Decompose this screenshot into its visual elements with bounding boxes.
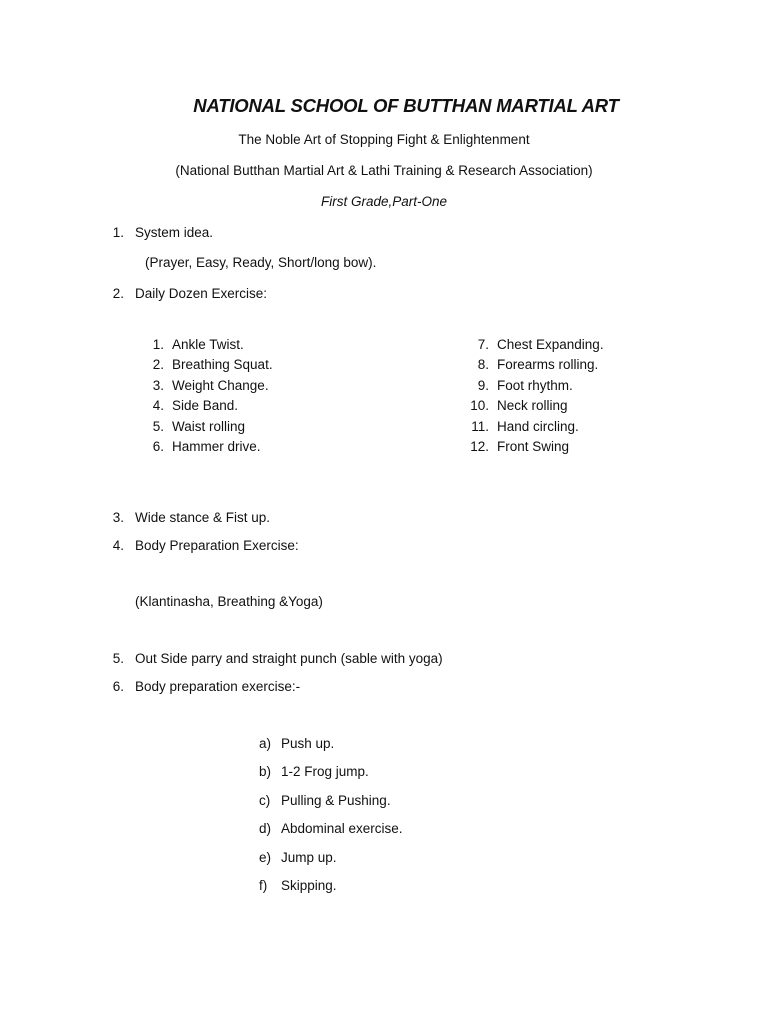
exercise-text: Hammer drive. — [172, 438, 261, 454]
exercise-number: 12. — [470, 438, 489, 454]
organization-name: (National Butthan Martial Art & Lathi Training & Research Association) — [175, 163, 593, 178]
body-prep-text: Skipping. — [281, 877, 337, 893]
exercise-text: Waist rolling — [172, 418, 246, 434]
exercise-item — [463, 378, 604, 398]
exercise-text: Front Swing — [497, 438, 570, 454]
body-prep-text: Pulling & Pushing. — [281, 792, 391, 808]
body-prep-letter: c) — [259, 792, 271, 808]
list-item-number: 6. — [112, 679, 124, 694]
exercise-number: 1. — [152, 337, 164, 352]
list-item-text: Body preparation exercise:- — [135, 679, 301, 694]
exercise-text: Hand circling. — [497, 418, 579, 434]
list-item-number: 1. — [112, 225, 124, 240]
exercise-item — [463, 337, 604, 357]
body-prep-text: Abdominal exercise. — [281, 821, 403, 837]
body-prep-text: Push up. — [281, 736, 335, 751]
document-subtitle: The Noble Art of Stopping Fight & Enlightenment — [238, 132, 530, 147]
list-item-text: Wide stance & Fist up. — [135, 510, 271, 525]
body-prep-letter: e) — [259, 849, 272, 865]
list-item-6 — [104, 679, 300, 695]
exercise-item — [463, 357, 604, 377]
daily-dozen-right-list — [463, 337, 604, 459]
exercise-item — [146, 357, 273, 377]
document-title: NATIONAL SCHOOL OF BUTTHAN MARTIAL ART — [193, 95, 619, 116]
body-prep-item — [259, 736, 403, 764]
body-prep-list — [259, 736, 403, 906]
list-item-2 — [104, 286, 267, 302]
exercise-item — [463, 398, 604, 418]
exercise-text: Ankle Twist. — [172, 337, 244, 352]
exercise-number: 3. — [152, 377, 164, 393]
body-prep-item — [259, 878, 403, 906]
body-prep-text: 1-2 Frog jump. — [281, 764, 369, 780]
body-prep-letter: a) — [259, 736, 272, 751]
list-item-note: (Prayer, Easy, Ready, Short/long bow). — [145, 255, 377, 270]
list-item-number: 4. — [112, 538, 124, 553]
list-item-text: System idea. — [135, 225, 214, 240]
exercise-number: 5. — [152, 418, 164, 434]
exercise-text: Side Band. — [172, 398, 239, 414]
list-item-1 — [104, 225, 213, 241]
exercise-number: 6. — [152, 438, 164, 454]
exercise-item — [146, 398, 273, 418]
exercise-item — [463, 439, 604, 459]
body-prep-item — [259, 821, 403, 849]
exercise-text: Foot rhythm. — [497, 377, 573, 393]
list-item-text: Body Preparation Exercise: — [135, 538, 299, 553]
list-item-4 — [104, 538, 299, 554]
list-item-note: (Klantinasha, Breathing &Yoga) — [135, 594, 323, 609]
exercise-item — [146, 337, 273, 357]
body-prep-item — [259, 764, 403, 792]
body-prep-letter: d) — [259, 821, 272, 837]
exercise-item — [146, 439, 273, 459]
body-prep-letter: b) — [259, 764, 272, 780]
daily-dozen-left-list — [146, 337, 273, 459]
list-item-text: Daily Dozen Exercise: — [135, 286, 268, 301]
exercise-item — [146, 378, 273, 398]
exercise-text: Breathing Squat. — [172, 357, 273, 373]
list-item-number: 2. — [112, 286, 124, 301]
body-prep-letter: f) — [259, 877, 268, 893]
body-prep-text: Jump up. — [281, 849, 337, 865]
exercise-item — [146, 419, 273, 439]
body-prep-item — [259, 793, 403, 821]
list-item-5 — [104, 651, 443, 667]
exercise-text: Forearms rolling. — [497, 357, 599, 373]
exercise-number: 10. — [470, 398, 489, 414]
exercise-number: 9. — [477, 377, 489, 393]
exercise-number: 11. — [471, 418, 489, 434]
exercise-text: Neck rolling — [497, 398, 568, 414]
grade-label: First Grade,Part-One — [320, 194, 448, 209]
list-item-3 — [104, 510, 270, 526]
list-item-number: 5. — [112, 651, 124, 666]
exercise-number: 8. — [477, 357, 489, 373]
exercise-number: 7. — [477, 337, 489, 352]
list-item-number: 3. — [112, 510, 124, 525]
exercise-text: Weight Change. — [172, 377, 269, 393]
exercise-text: Chest Expanding. — [497, 337, 604, 352]
list-item-text: Out Side parry and straight punch (sable with yoga) — [135, 651, 443, 666]
body-prep-item — [259, 850, 403, 878]
exercise-number: 2. — [152, 357, 164, 373]
exercise-item — [463, 419, 604, 439]
exercise-number: 4. — [152, 398, 164, 414]
